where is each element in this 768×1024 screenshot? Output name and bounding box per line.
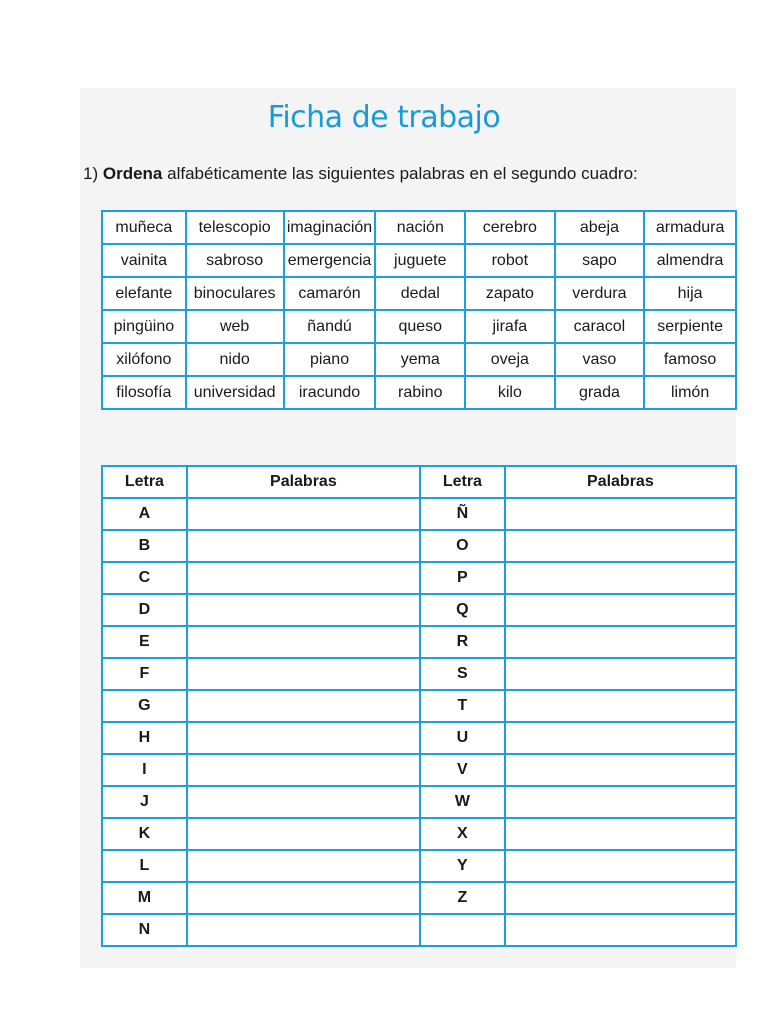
word-cell: elefante [102,277,186,310]
alphabet-row [102,882,736,914]
letter-cell-right: T [420,690,505,722]
word-cell: ñandú [284,310,376,343]
words-blank-left[interactable] [187,530,420,562]
word-cell: kilo [465,376,555,409]
words-blank-left[interactable] [187,882,420,914]
word-cell: vaso [555,343,645,376]
word-cell: armadura [644,211,736,244]
header-letter-left: Letra [102,466,187,498]
word-cell: yema [375,343,465,376]
words-blank-left[interactable] [187,658,420,690]
alphabet-row [102,850,736,882]
word-cell: iracundo [284,376,376,409]
word-cell: nido [186,343,284,376]
words-blank-left[interactable] [187,498,420,530]
letter-cell-left: G [102,690,187,722]
word-cell: telescopio [186,211,284,244]
alphabet-table [101,465,737,947]
word-cell: web [186,310,284,343]
words-blank-left[interactable] [187,786,420,818]
alphabet-row [102,626,736,658]
alphabet-row [102,562,736,594]
word-cell: grada [555,376,645,409]
letter-cell-left: N [102,914,187,946]
words-blank-right[interactable] [505,754,736,786]
word-cell: serpiente [644,310,736,343]
word-cell: sapo [555,244,645,277]
letter-cell-left: L [102,850,187,882]
alphabet-row [102,818,736,850]
letter-cell-right: W [420,786,505,818]
letter-cell-left: C [102,562,187,594]
letter-cell-left: K [102,818,187,850]
words-blank-right[interactable] [505,690,736,722]
words-blank-left[interactable] [187,594,420,626]
letter-cell-left: D [102,594,187,626]
letter-cell-left: J [102,786,187,818]
word-cell: nación [375,211,465,244]
word-cell: caracol [555,310,645,343]
word-row [102,277,736,310]
word-cell: filosofía [102,376,186,409]
word-cell: xilófono [102,343,186,376]
word-cell: limón [644,376,736,409]
letter-cell-left: A [102,498,187,530]
words-blank-right[interactable] [505,498,736,530]
letter-cell-right [420,914,505,946]
alphabet-row [102,594,736,626]
instruction-number: 1) [83,164,99,183]
alphabet-header-row [102,466,736,498]
header-letter-right: Letra [420,466,505,498]
word-cell: dedal [375,277,465,310]
word-cell: verdura [555,277,645,310]
letter-cell-right: Z [420,882,505,914]
letter-cell-right: Y [420,850,505,882]
alphabet-row [102,914,736,946]
word-cell: juguete [375,244,465,277]
header-words-right: Palabras [505,466,736,498]
word-cell: famoso [644,343,736,376]
words-blank-left[interactable] [187,562,420,594]
letter-cell-right: U [420,722,505,754]
words-blank-right[interactable] [505,658,736,690]
alphabet-row [102,722,736,754]
words-blank-left[interactable] [187,722,420,754]
word-table [101,210,737,410]
words-blank-right[interactable] [505,626,736,658]
letter-cell-right: P [420,562,505,594]
words-blank-left[interactable] [187,850,420,882]
words-blank-right[interactable] [505,882,736,914]
word-cell: muñeca [102,211,186,244]
word-cell: emergencia [284,244,376,277]
alphabet-row [102,786,736,818]
letter-cell-left: M [102,882,187,914]
word-cell: cerebro [465,211,555,244]
letter-cell-right: Q [420,594,505,626]
alphabet-row [102,754,736,786]
word-cell: zapato [465,277,555,310]
letter-cell-left: E [102,626,187,658]
words-blank-left[interactable] [187,818,420,850]
word-cell: robot [465,244,555,277]
word-row [102,211,736,244]
words-blank-right[interactable] [505,562,736,594]
letter-cell-right: O [420,530,505,562]
letter-cell-right: S [420,658,505,690]
words-blank-right[interactable] [505,722,736,754]
letter-cell-left: H [102,722,187,754]
words-blank-right[interactable] [505,594,736,626]
page-title: Ficha de trabajo [267,100,501,135]
word-cell: piano [284,343,376,376]
word-cell: vainita [102,244,186,277]
instruction-bold: Ordena [102,164,163,183]
word-cell: jirafa [465,310,555,343]
alphabet-row [102,690,736,722]
word-cell: abeja [555,211,645,244]
words-blank-left[interactable] [187,626,420,658]
words-blank-right[interactable] [505,850,736,882]
word-cell: rabino [375,376,465,409]
word-cell: sabroso [186,244,284,277]
word-cell: hija [644,277,736,310]
header-words-left: Palabras [187,466,420,498]
word-cell: oveja [465,343,555,376]
alphabet-row [102,530,736,562]
word-row [102,343,736,376]
instruction-rest: alfabéticamente las siguientes palabras en el segundo cuadro: [167,164,638,183]
alphabet-row [102,658,736,690]
word-cell: queso [375,310,465,343]
alphabet-row [102,498,736,530]
words-blank-right[interactable] [505,786,736,818]
letter-cell-left: B [102,530,187,562]
word-cell: almendra [644,244,736,277]
letter-cell-left: F [102,658,187,690]
word-cell: imaginación [284,211,376,244]
instruction-text [83,164,638,184]
words-blank-left[interactable] [187,914,420,946]
word-row [102,376,736,409]
words-blank-right[interactable] [505,914,736,946]
letter-cell-right: X [420,818,505,850]
letter-cell-right: V [420,754,505,786]
words-blank-left[interactable] [187,690,420,722]
words-blank-right[interactable] [505,818,736,850]
word-row [102,310,736,343]
word-cell: universidad [186,376,284,409]
words-blank-left[interactable] [187,754,420,786]
word-row [102,244,736,277]
word-cell: pingüino [102,310,186,343]
letter-cell-right: Ñ [420,498,505,530]
words-blank-right[interactable] [505,530,736,562]
word-cell: camarón [284,277,376,310]
letter-cell-right: R [420,626,505,658]
word-cell: binoculares [186,277,284,310]
letter-cell-left: I [102,754,187,786]
